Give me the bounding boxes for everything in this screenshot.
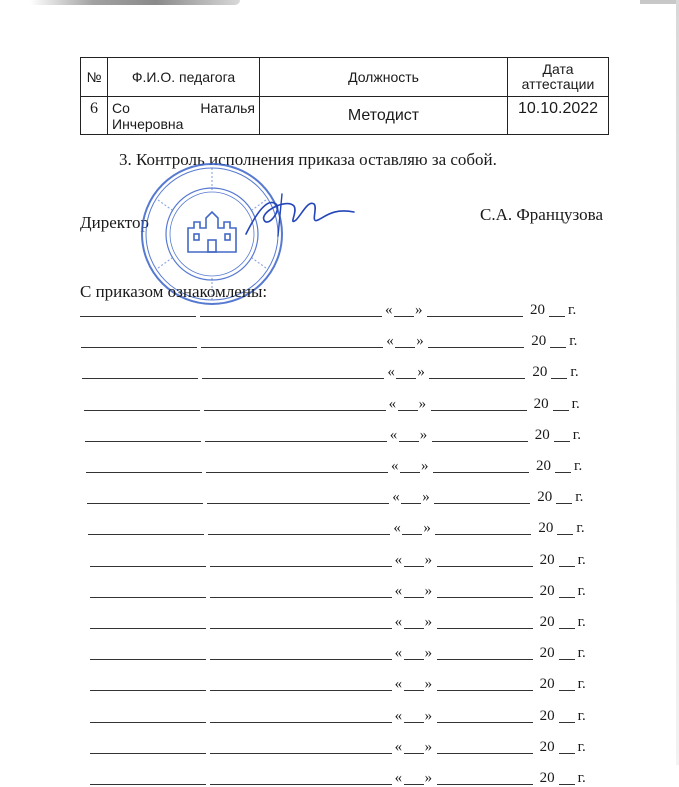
open-quote: « xyxy=(394,707,403,724)
blank-year-line xyxy=(551,378,567,379)
year-prefix: 20 xyxy=(530,302,545,318)
blank-month-line xyxy=(437,566,533,567)
blank-year-line xyxy=(559,784,575,785)
blank-name-line xyxy=(84,410,200,411)
blank-signature-line xyxy=(206,472,388,473)
year-prefix: 20 xyxy=(539,738,555,755)
year-suffix: г. xyxy=(575,489,584,506)
open-quote: « xyxy=(389,426,398,443)
blank-month-line xyxy=(432,441,528,442)
year-prefix: 20 xyxy=(539,582,555,599)
blank-signature-line xyxy=(201,347,383,348)
close-quote: » xyxy=(422,489,430,506)
header-position: Должность xyxy=(260,58,508,97)
acquaintance-heading: С приказом ознакомлены: xyxy=(80,282,268,301)
cell-number: 6 xyxy=(81,97,108,135)
blank-year-line xyxy=(559,722,575,723)
blank-month-line xyxy=(437,628,533,629)
close-quote: » xyxy=(421,458,429,474)
blank-year-line xyxy=(559,566,575,567)
signature-line-row xyxy=(90,771,610,785)
year-prefix: 20 xyxy=(537,489,553,506)
close-quote: » xyxy=(424,770,433,786)
blank-month-line xyxy=(437,597,533,598)
blank-name-line xyxy=(85,441,201,442)
year-suffix: г. xyxy=(577,676,586,693)
year-prefix: 20 xyxy=(531,333,547,350)
year-suffix: г. xyxy=(577,707,586,724)
blank-month-line xyxy=(437,659,533,660)
blank-year-line xyxy=(554,441,570,442)
cell-date: 10.10.2022 xyxy=(508,97,609,135)
signature-line-row xyxy=(80,303,600,317)
cell-position: Методист xyxy=(260,97,508,135)
blank-name-line xyxy=(90,784,206,785)
header-number: № xyxy=(81,58,108,97)
blank-day-line xyxy=(404,784,424,785)
year-suffix: г. xyxy=(577,645,586,662)
signature-line-row xyxy=(87,490,607,504)
blank-name-line xyxy=(81,347,197,348)
fio-surname: Со xyxy=(112,100,130,116)
year-suffix: г. xyxy=(577,614,586,630)
open-quote: « xyxy=(391,458,399,474)
year-suffix: г. xyxy=(569,333,578,350)
year-prefix: 20 xyxy=(533,395,549,412)
open-quote: « xyxy=(394,738,403,755)
blank-month-line xyxy=(429,378,525,379)
blank-day-line xyxy=(400,472,420,473)
blank-name-line xyxy=(82,378,198,379)
blank-year-line xyxy=(549,316,565,317)
blank-month-line xyxy=(434,503,530,504)
header-date: Дата аттестации xyxy=(508,58,609,97)
year-prefix: 20 xyxy=(539,614,555,630)
open-quote: « xyxy=(392,489,400,506)
blank-year-line xyxy=(557,534,573,535)
year-suffix: г. xyxy=(574,458,583,474)
director-signature xyxy=(238,190,358,240)
blank-year-line xyxy=(559,628,575,629)
scan-top-edge xyxy=(0,0,679,8)
signature-line-row xyxy=(90,709,610,723)
year-suffix: г. xyxy=(570,364,579,381)
blank-name-line xyxy=(86,472,202,473)
blank-month-line xyxy=(433,472,529,473)
year-prefix: 20 xyxy=(539,676,555,693)
blank-signature-line xyxy=(200,316,382,317)
open-quote: « xyxy=(393,520,401,537)
blank-year-line xyxy=(559,597,575,598)
close-quote: » xyxy=(419,426,428,443)
close-quote: » xyxy=(416,333,424,350)
year-suffix: г. xyxy=(572,426,582,443)
year-suffix: г. xyxy=(577,582,586,599)
close-quote: » xyxy=(424,738,433,755)
open-quote: « xyxy=(385,302,393,318)
year-prefix: 20 xyxy=(539,770,555,786)
blank-day-line xyxy=(404,566,424,567)
blank-name-line xyxy=(90,690,206,691)
header-fio: Ф.И.О. педагога xyxy=(108,58,260,97)
year-prefix: 20 xyxy=(539,707,555,724)
blank-year-line xyxy=(559,690,575,691)
open-quote: « xyxy=(394,645,403,662)
blank-signature-line xyxy=(210,628,392,629)
blank-day-line xyxy=(401,503,421,504)
blank-signature-line xyxy=(204,410,386,411)
year-suffix: г. xyxy=(577,770,586,786)
blank-name-line xyxy=(80,316,196,317)
signature-line-row xyxy=(85,428,605,442)
signature-line-row xyxy=(90,584,610,598)
scan-artifact xyxy=(640,0,679,4)
blank-signature-line xyxy=(210,722,392,723)
signature-line-row xyxy=(88,521,608,535)
year-suffix: г. xyxy=(568,302,577,318)
year-prefix: 20 xyxy=(536,458,551,474)
year-suffix: г. xyxy=(577,551,586,568)
blank-day-line xyxy=(404,628,424,629)
open-quote: « xyxy=(394,551,403,568)
blank-day-line xyxy=(396,378,416,379)
year-suffix: г. xyxy=(571,395,580,412)
blank-signature-line xyxy=(205,441,387,442)
blank-year-line xyxy=(550,347,566,348)
blank-signature-line xyxy=(210,566,392,567)
blank-month-line xyxy=(437,753,533,754)
blank-month-line xyxy=(431,410,527,411)
signature-line-row xyxy=(84,397,604,411)
close-quote: » xyxy=(415,302,423,318)
year-suffix: г. xyxy=(576,520,585,537)
open-quote: « xyxy=(387,364,395,381)
cell-fio xyxy=(108,97,260,135)
signature-line-row xyxy=(90,740,610,754)
close-quote: » xyxy=(424,645,433,662)
blank-day-line xyxy=(395,347,415,348)
close-quote: » xyxy=(424,676,433,693)
table-row xyxy=(81,97,609,135)
year-prefix: 20 xyxy=(538,520,554,537)
blank-name-line xyxy=(90,628,206,629)
blank-day-line xyxy=(404,597,424,598)
blank-signature-line xyxy=(210,753,392,754)
blank-month-line xyxy=(428,347,524,348)
blank-day-line xyxy=(399,441,419,442)
fio-name: Наталья xyxy=(200,100,255,116)
blank-name-line xyxy=(87,503,203,504)
blank-day-line xyxy=(398,410,418,411)
signature-line-row xyxy=(90,677,610,691)
blank-month-line xyxy=(435,534,531,535)
attestation-table xyxy=(80,57,609,135)
blank-day-line xyxy=(404,753,424,754)
open-quote: « xyxy=(394,676,403,693)
signature-line-row xyxy=(90,615,610,629)
blank-name-line xyxy=(90,659,206,660)
year-prefix: 20 xyxy=(539,551,555,568)
blank-month-line xyxy=(437,784,533,785)
blank-signature-line xyxy=(210,690,392,691)
close-quote: » xyxy=(424,614,433,630)
year-prefix: 20 xyxy=(534,426,550,443)
year-prefix: 20 xyxy=(539,645,555,662)
blank-signature-line xyxy=(207,503,389,504)
blank-day-line xyxy=(402,534,422,535)
blank-signature-line xyxy=(210,659,392,660)
open-quote: « xyxy=(394,614,403,630)
blank-year-line xyxy=(559,659,575,660)
blank-signature-line xyxy=(208,534,390,535)
blank-year-line xyxy=(555,472,571,473)
open-quote: « xyxy=(394,582,403,599)
blank-day-line xyxy=(404,690,424,691)
close-quote: » xyxy=(424,551,433,568)
signature-line-row xyxy=(90,646,610,660)
scan-artifact xyxy=(30,0,240,5)
blank-year-line xyxy=(559,753,575,754)
blank-signature-line xyxy=(210,784,392,785)
blank-name-line xyxy=(90,597,206,598)
director-title: Директор xyxy=(80,213,149,232)
close-quote: » xyxy=(418,395,427,412)
blank-name-line xyxy=(90,722,206,723)
blank-month-line xyxy=(427,316,523,317)
blank-signature-line xyxy=(210,597,392,598)
signature-line-row xyxy=(82,365,602,379)
blank-day-line xyxy=(404,659,424,660)
year-suffix: г. xyxy=(577,738,586,755)
blank-day-line xyxy=(394,316,414,317)
paragraph-3: 3. Контроль исполнения приказа оставляю за собой. xyxy=(119,150,497,169)
close-quote: » xyxy=(417,364,425,381)
open-quote: « xyxy=(386,333,394,350)
signature-line-row xyxy=(86,459,606,473)
blank-day-line xyxy=(404,722,424,723)
close-quote: » xyxy=(424,582,433,599)
blank-month-line xyxy=(437,690,533,691)
fio-patronymic: Инчеровна xyxy=(112,116,184,132)
open-quote: « xyxy=(388,395,397,412)
close-quote: » xyxy=(423,520,431,537)
close-quote: » xyxy=(424,707,433,724)
open-quote: « xyxy=(394,770,403,786)
blank-name-line xyxy=(88,534,204,535)
year-prefix: 20 xyxy=(532,364,548,381)
signature-line-row xyxy=(90,553,610,567)
blank-month-line xyxy=(437,722,533,723)
signature-line-row xyxy=(81,334,601,348)
blank-year-line xyxy=(553,410,569,411)
blank-name-line xyxy=(90,566,206,567)
blank-name-line xyxy=(90,753,206,754)
blank-year-line xyxy=(556,503,572,504)
blank-signature-line xyxy=(202,378,384,379)
table-header-row xyxy=(81,58,609,97)
director-name: С.А. Французова xyxy=(480,205,604,224)
